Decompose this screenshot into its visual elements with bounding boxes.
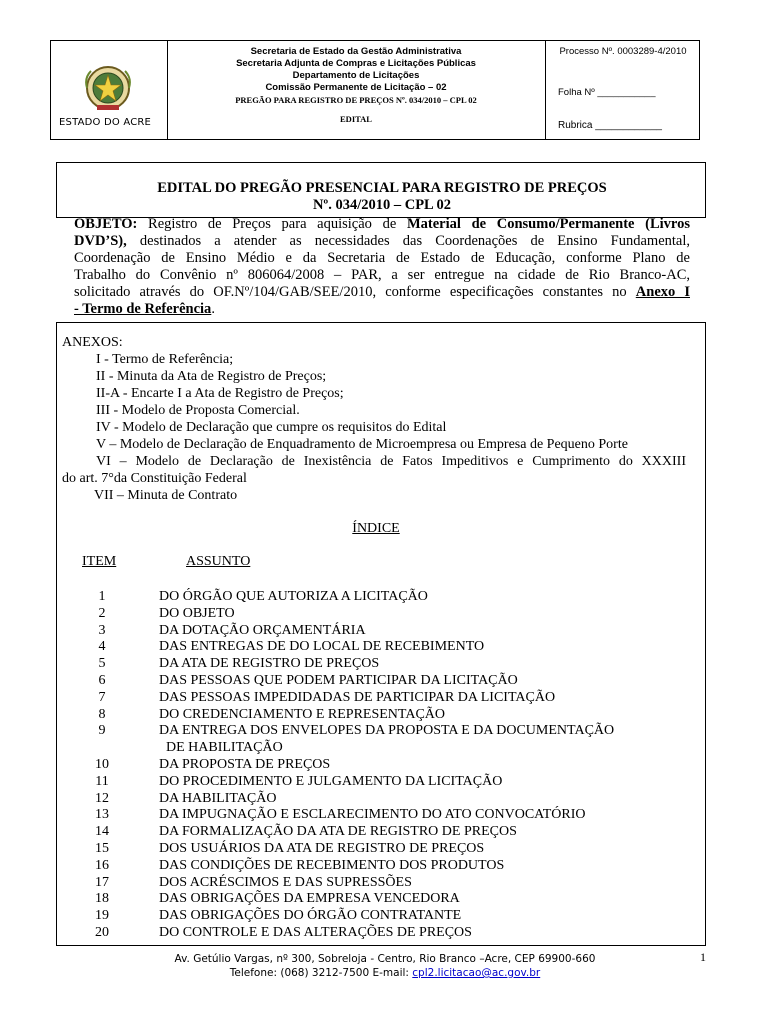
anexo-item: II - Minuta da Ata de Registro de Preços; [96, 369, 327, 384]
index-item-subject: DAS OBRIGAÇÕES DA EMPRESA VENCEDORA [159, 891, 460, 907]
acre-coat-of-arms-icon [83, 63, 133, 113]
index-item-number: 1 [98, 589, 106, 604]
index-item-subject: DA HABILITAÇÃO [159, 790, 277, 806]
anexo-item-vi: VI – Modelo de Declaração de Inexistência de Fatos Impeditivos e Cumprimento do XXXIII [96, 454, 686, 469]
header-line-4: Comissão Permanente de Licitação – 02 [265, 82, 447, 93]
header-pregao-line: PREGÃO PARA REGISTRO DE PREÇOS Nº. 034/2010 – CPL 02 [235, 95, 477, 105]
index-item-subject: DAS PESSOAS IMPEDIDADAS DE PARTICIPAR DA LICITAÇÃO [159, 689, 556, 705]
col-item-wrap [82, 553, 116, 570]
processo-number: Processo Nº. 0003289-4/2010 [559, 46, 687, 57]
footer-contact [0, 966, 770, 981]
index-item-subject: DA PROPOSTA DE PREÇOS [159, 757, 331, 772]
rubrica-field: Rubrica ____________ [558, 120, 662, 131]
objeto-dvds: DVD’S), [74, 233, 127, 249]
anexo-item: I - Termo de Referência; [96, 352, 234, 367]
anexo-item: III - Modelo de Proposta Comercial. [96, 403, 300, 418]
col-assunto-header: ASSUNTO [186, 554, 251, 569]
index-item-subject: DO CREDENCIAMENTO E REPRESENTAÇÃO [159, 706, 446, 722]
objeto-text: Registro de Preços para aquisição de [137, 216, 407, 232]
index-item-number: 18 [95, 891, 109, 907]
index-item-number: 12 [95, 790, 109, 806]
objeto-line-1 [74, 216, 690, 233]
anexo-item-vii: VII – Minuta de Contrato [94, 488, 238, 503]
anexo-item: V – Modelo de Declaração de Enquadramento de Microempresa ou Empresa de Pequeno Porte [96, 437, 628, 452]
index-item-number: 3 [98, 622, 106, 638]
index-item-number: 10 [95, 757, 109, 772]
folha-field: Folha Nº ___________ [558, 87, 656, 98]
col-assunto-wrap [186, 553, 250, 570]
index-item-subject: DO CONTROLE E DAS ALTERAÇÕES DE PREÇOS [159, 925, 472, 940]
index-item-number: 20 [95, 925, 109, 940]
index-item-number: 13 [95, 807, 109, 823]
anexo-item: II-A - Encarte I a Ata de Registro de Preços; [96, 386, 344, 401]
index-item-number: 4 [98, 639, 106, 655]
index-item-number: 15 [95, 841, 109, 856]
index-item-subject: DA ENTREGA DOS ENVELOPES DA PROPOSTA E DA DOCUMENTAÇÃO [159, 723, 615, 739]
index-item-subject: DO OBJETO [159, 605, 235, 621]
footer-phone: Telefone: (068) 3212-7500 E-mail: [229, 967, 413, 979]
index-item-subject: DAS OBRIGAÇÕES DO ÓRGÃO CONTRATANTE [159, 908, 462, 924]
document-header [50, 40, 700, 140]
objeto-label: OBJETO: [74, 216, 138, 232]
header-line-3: Departamento de Licitações [292, 70, 420, 81]
index-item-number: 5 [98, 656, 106, 672]
index-item-number: 2 [98, 605, 106, 621]
index-item-number: 14 [95, 824, 109, 840]
index-item-number: 17 [95, 874, 109, 890]
index-item-number: 19 [95, 908, 109, 924]
anexo-i-reference: Anexo I [635, 284, 690, 300]
objeto-text: solicitado através do OF.Nº/104/GAB/SEE/2010, conforme especificações constantes no [74, 284, 636, 300]
objeto-material: Material de Consumo/Permanente (Livros [406, 216, 691, 232]
index-item-subject: DA IMPUGNAÇÃO E ESCLARECIMENTO DO ATO CONVOCATÓRIO [159, 807, 586, 823]
index-item-number: 7 [98, 689, 106, 705]
index-item-number: 9 [98, 723, 106, 739]
edital-title-box [56, 162, 706, 218]
index-item-subject: DO PROCEDIMENTO E JULGAMENTO DA LICITAÇÃO [159, 773, 503, 789]
index-item-subject: DA FORMALIZAÇÃO DA ATA DE REGISTRO DE PREÇOS [159, 824, 517, 840]
header-line-1: Secretaria de Estado da Gestão Administrativa [250, 46, 462, 57]
header-logo-cell [51, 41, 168, 139]
index-item-subject: DA ATA DE REGISTRO DE PREÇOS [159, 656, 380, 672]
index-item-subject: DOS USUÁRIOS DA ATA DE REGISTRO DE PREÇOS [159, 841, 485, 856]
termo-referencia-reference: - Termo de Referência [74, 301, 212, 317]
objeto-line-6 [74, 301, 690, 318]
objeto-line-4: Trabalho do Convênio nº 806064/2008 – PAR, a ser entregue na cidade de Rio Branco-AC, [74, 267, 690, 283]
indice-title: ÍNDICE [352, 521, 400, 536]
objeto-text: destinados a atender as necessidades das Coordenações de Ensino Fundamental, [126, 233, 690, 249]
edital-title-line-2: Nº. 034/2010 – CPL 02 [312, 197, 452, 213]
header-line-2: Secretaria Adjunta de Compras e Licitações Públicas [236, 58, 476, 69]
anexo-item-vi-cont: do art. 7°da Constituição Federal [62, 471, 247, 486]
objeto-line-3: Coordenação de Ensino Médio e da Secretaria de Estado de Educação, conforme Plano de [74, 250, 690, 266]
page-number: 1 [700, 950, 706, 964]
index-item-number: 6 [98, 673, 106, 688]
objeto-line-2 [74, 233, 690, 250]
index-item-number: 8 [98, 706, 106, 722]
objeto-period: . [211, 301, 215, 317]
footer-address: Av. Getúlio Vargas, nº 300, Sobreloja - Centro, Rio Branco –Acre, CEP 69900-660 [174, 953, 596, 965]
index-item-subject: DO ÓRGÃO QUE AUTORIZA A LICITAÇÃO [159, 589, 428, 604]
header-edital: EDITAL [340, 114, 372, 124]
index-item-number: 11 [95, 773, 109, 789]
email-link[interactable]: cpl2.licitacao@ac.gov.br [412, 967, 541, 979]
index-item-number: 16 [95, 857, 109, 873]
index-item-subject: DA DOTAÇÃO ORÇAMENTÁRIA [159, 622, 366, 638]
objeto-line-5 [74, 284, 690, 301]
index-item-subject: DAS ENTREGAS DE DO LOCAL DE RECEBIMENTO [159, 639, 485, 655]
header-process-cell [545, 41, 700, 139]
col-item-header: ITEM [82, 554, 117, 569]
estado-label: ESTADO DO ACRE [59, 117, 152, 128]
indice-title-wrap [0, 520, 752, 537]
index-item-subject-cont: DE HABILITAÇÃO [166, 740, 283, 756]
anexos-title: ANEXOS: [62, 335, 123, 350]
index-item-subject: DAS PESSOAS QUE PODEM PARTICIPAR DA LICITAÇÃO [159, 673, 518, 688]
index-item-subject: DAS CONDIÇÕES DE RECEBIMENTO DOS PRODUTOS [159, 857, 505, 873]
index-item-subject: DOS ACRÉSCIMOS E DAS SUPRESSÕES [159, 874, 412, 890]
edital-title-line-1: EDITAL DO PREGÃO PRESENCIAL PARA REGISTRO DE PREÇOS [157, 180, 607, 196]
anexo-item: IV - Modelo de Declaração que cumpre os requisitos do Edital [96, 420, 447, 435]
